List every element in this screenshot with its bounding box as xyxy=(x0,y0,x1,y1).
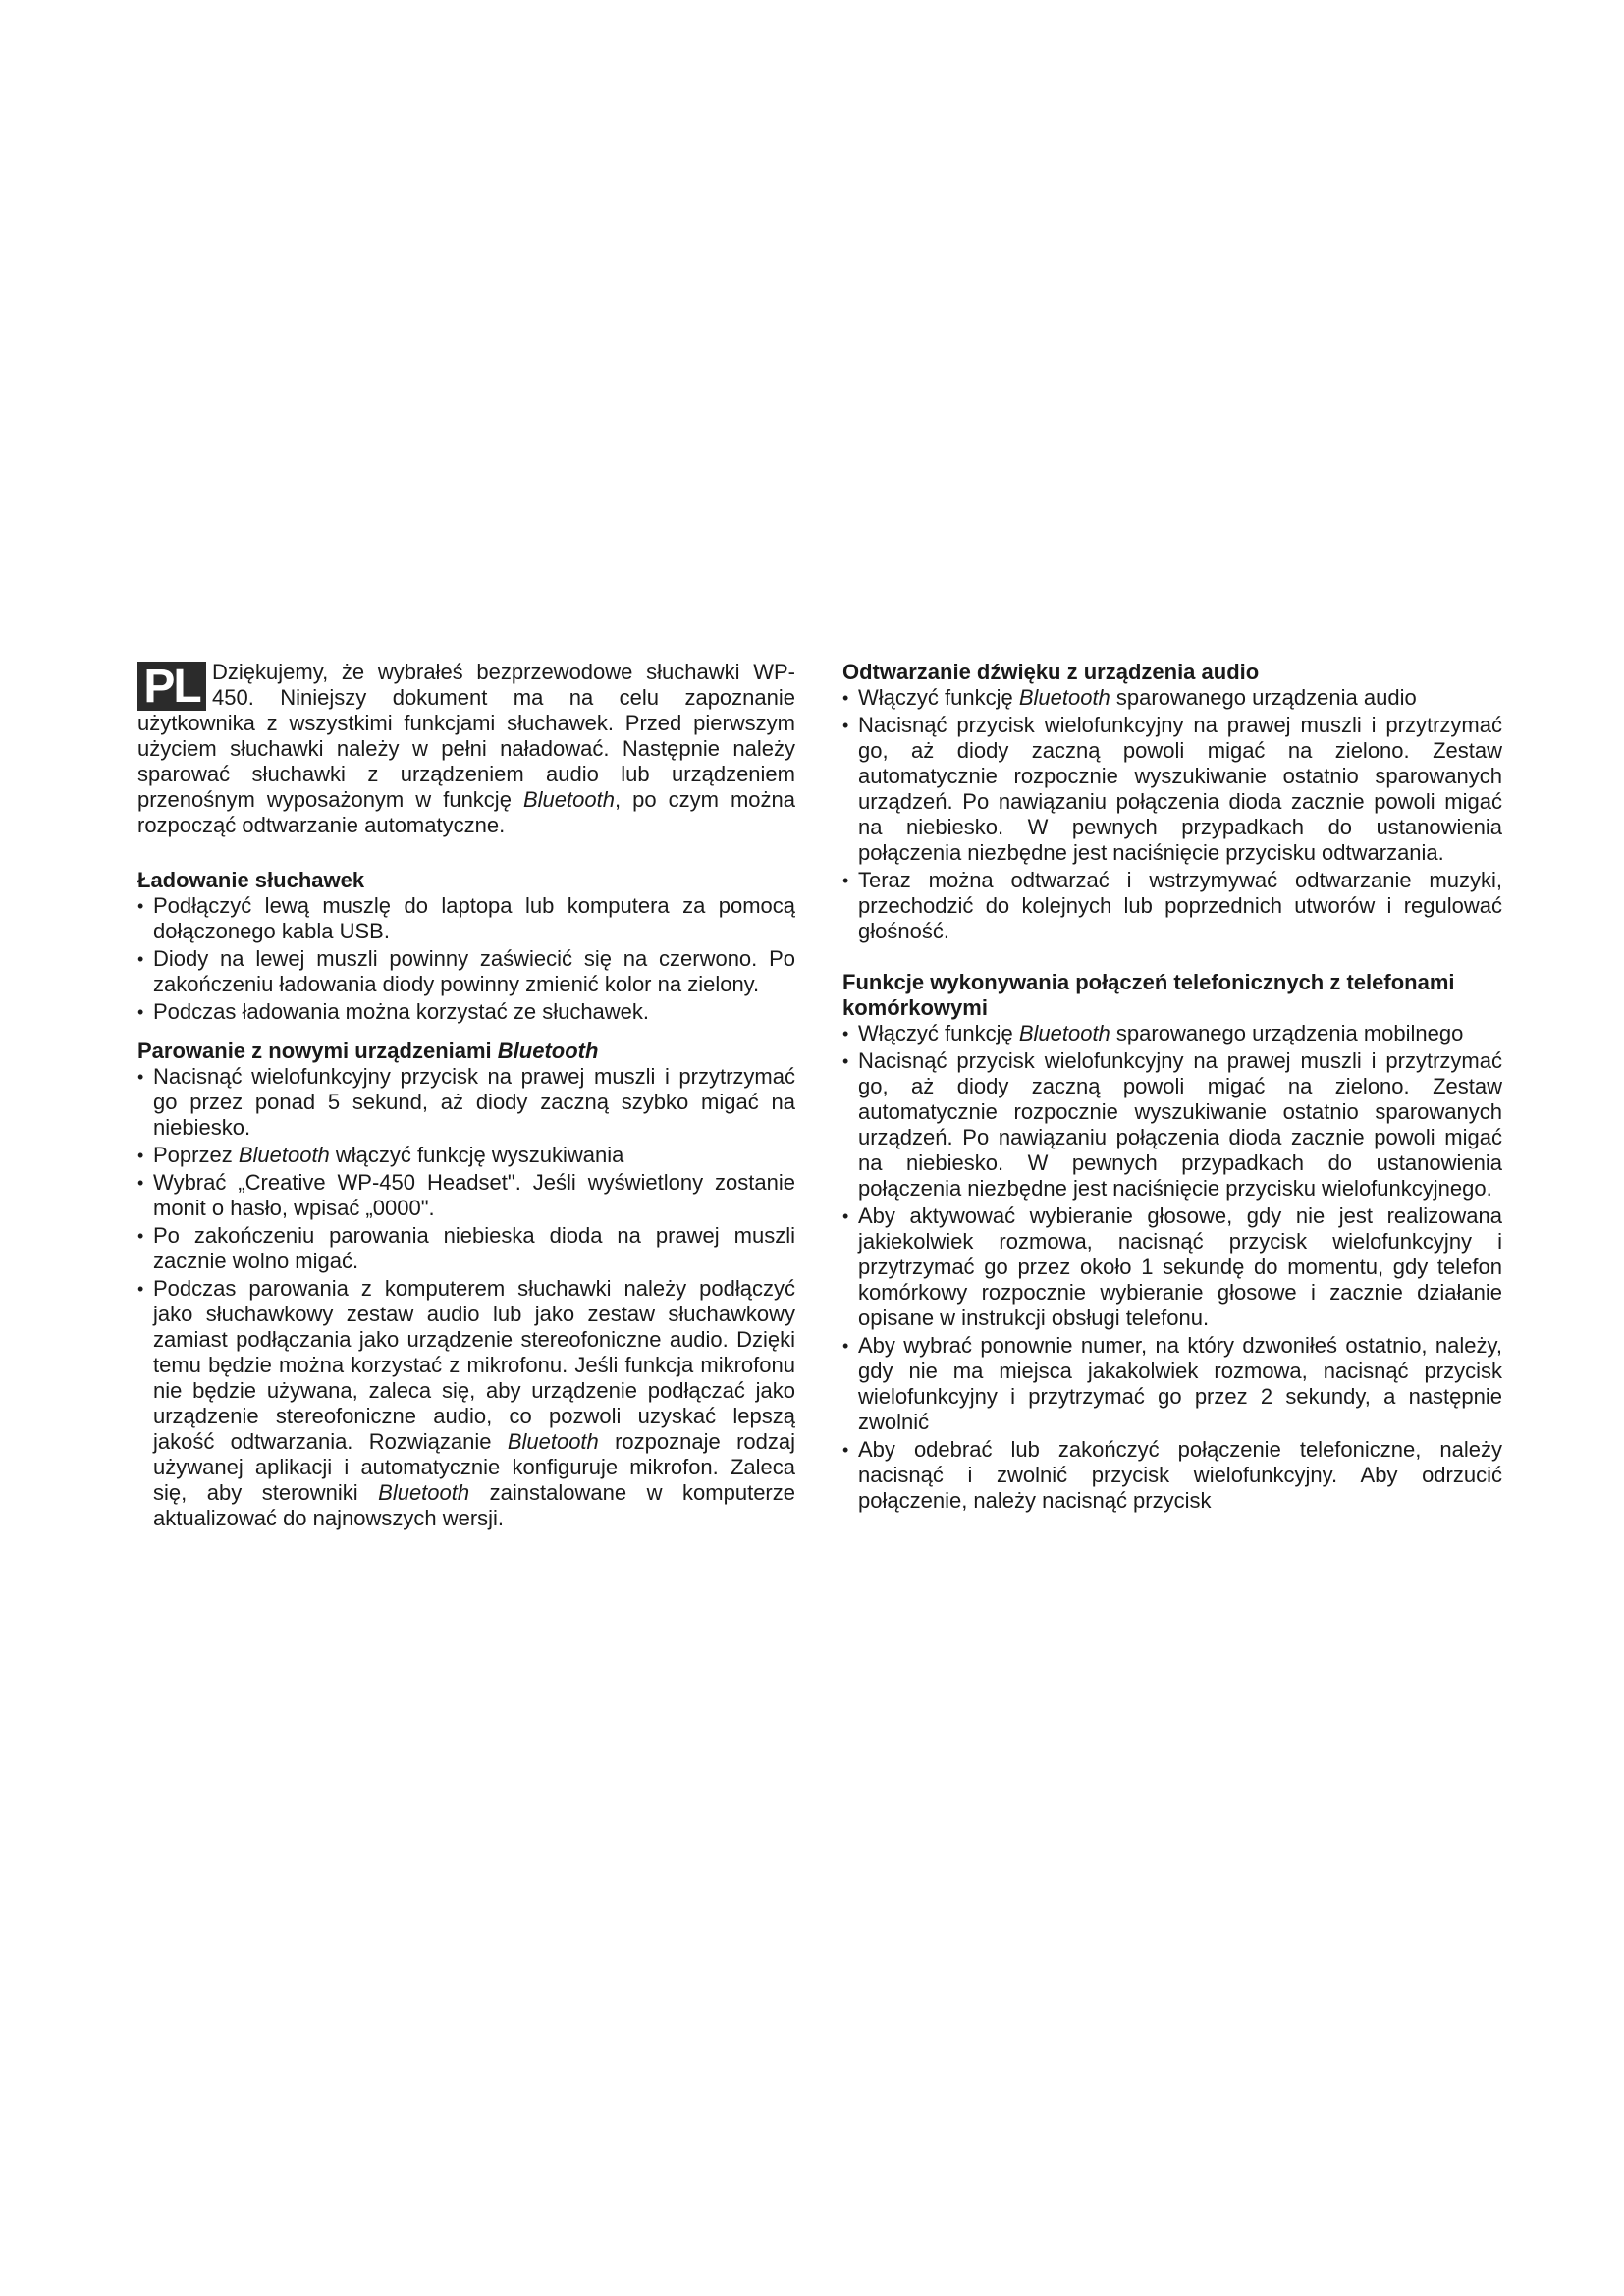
item-brand: Bluetooth xyxy=(378,1480,470,1505)
item-brand: Bluetooth xyxy=(1018,1021,1110,1045)
list-item: • Aby wybrać ponownie numer, na który dzwoniłeś ostatnio, należy, gdy nie ma miejsca jakakolwiek rozmowa, nacisnąć przycisk wielofunkcyjny i przytrzymać go przez 2 sekundy, a następnie zwolnić xyxy=(842,1333,1502,1435)
intro-text: Dziękujemy, że wybrałeś bezprzewodowe słuchawki WP-450. Niniejszy dokument ma na celu zapoznanie użytkownika z wszystkimi funkcjami słuchawek. Przed pierwszym użyciem słuchawki należy w pełni naładować. Następnie należy sparować słuchawki z urządzeniem audio lub urządzeniem przenośnym wyposażonym w funkcję xyxy=(137,660,795,812)
item-text-end: zainstalowane w komputerze aktualizować do najnowszych wersji. xyxy=(153,1480,795,1530)
list-item: • Teraz można odtwarzać i wstrzymywać odtwarzanie muzyki, przechodzić do kolejnych lub poprzednich utworów i regulować głośność. xyxy=(842,868,1502,944)
right-column xyxy=(842,660,1502,1516)
calls-section xyxy=(842,970,1502,1514)
left-column xyxy=(137,660,795,1533)
list-item: • Nacisnąć przycisk wielofunkcyjny na prawej muszli i przytrzymać go, aż diody zaczną powoli migać na zielono. Zestaw automatycznie rozpocznie wyszukiwanie ostatnio sparowanych urządzeń. Po nawiązaniu połączenia dioda zacznie powoli migać na niebiesko. W pewnych przypadkach do ustanowienia połączenia niezbędne jest naciśnięcie przycisku odtwarzania. xyxy=(842,713,1502,866)
item-text: Podczas parowania z komputerem słuchawki należy podłączyć jako słuchawkowy zestaw audio lub jako zestaw słuchawkowy zamiast podłączania jako urządzenie stereofoniczne audio. Dzięki temu będzie można korzystać z mikrofonu. Jeśli funkcja mikrofonu nie będzie używana, zaleca się, aby urządzenie podłączać jako urządzenie stereofoniczne audio, co pozwoli uzyskać lepszą jakość odtwarzania. Rozwiązanie xyxy=(153,1276,795,1454)
pairing-heading-text: Parowanie z nowymi urządzeniami xyxy=(137,1039,498,1063)
pairing-heading-brand: Bluetooth xyxy=(497,1039,599,1063)
list-item xyxy=(842,1021,1502,1046)
audio-list xyxy=(842,685,1502,944)
item-text-end: włączyć funkcję wyszukiwania xyxy=(329,1143,624,1167)
item-text-end: sparowanego urządzenia mobilnego xyxy=(1110,1021,1464,1045)
item-text: rozpoznaje rodzaj używanej aplikacji i automatycznie konfiguruje mikrofon. Zaleca się, aby sterowniki xyxy=(153,1429,795,1505)
list-item xyxy=(842,685,1502,711)
audio-heading: Odtwarzanie dźwięku z urządzenia audio xyxy=(842,660,1260,684)
list-item: • Nacisnąć przycisk wielofunkcyjny na prawej muszli i przytrzymać go, aż diody zaczną powoli migać na zielono. Zestaw automatycznie rozpocznie wyszukiwanie ostatnio sparowanych urządzeń. Po nawiązaniu połączenia dioda zacznie powoli migać na niebiesko. W pewnych przypadkach do ustanowienia połączenia niezbędne jest naciśnięcie przycisku wielofunkcyjnego. xyxy=(842,1048,1502,1201)
item-brand: Bluetooth xyxy=(507,1429,599,1454)
item-text-end: sparowanego urządzenia audio xyxy=(1110,685,1417,710)
intro-paragraph xyxy=(137,660,795,838)
pairing-list xyxy=(137,1064,795,1531)
language-badge: PL xyxy=(137,662,206,711)
list-item: • Podczas ładowania można korzystać ze słuchawek. xyxy=(137,999,795,1025)
list-item: • Diody na lewej muszli powinny zaświecić się na czerwono. Po zakończeniu ładowania diody powinny zmienić kolor na zielony. xyxy=(137,946,795,997)
list-item: • Podłączyć lewą muszlę do laptopa lub komputera za pomocą dołączonego kabla USB. xyxy=(137,893,795,944)
pairing-section xyxy=(137,1039,795,1531)
item-text: Poprzez xyxy=(153,1143,239,1167)
list-item: • Po zakończeniu parowania niebieska dioda na prawej muszli zacznie wolno migać. xyxy=(137,1223,795,1274)
item-brand: Bluetooth xyxy=(1018,685,1110,710)
list-item xyxy=(137,1276,795,1531)
list-item: • Aby odebrać lub zakończyć połączenie telefoniczne, należy nacisnąć i zwolnić przycisk wielofunkcyjny. Aby odrzucić połączenie, należy nacisnąć przycisk xyxy=(842,1437,1502,1514)
item-text: Włączyć funkcję xyxy=(858,1021,1019,1045)
list-item: • Nacisnąć wielofunkcyjny przycisk na prawej muszli i przytrzymać go przez ponad 5 sekund, aż diody zaczną szybko migać na niebiesko. xyxy=(137,1064,795,1141)
pairing-heading xyxy=(137,1039,795,1064)
audio-section xyxy=(842,660,1502,944)
intro-text-end: , po czym można rozpocząć odtwarzanie automatyczne. xyxy=(137,787,795,837)
intro-brand: Bluetooth xyxy=(522,787,615,812)
list-item: • Aby aktywować wybieranie głosowe, gdy nie jest realizowana jakiekolwiek rozmowa, nacisnąć przycisk wielofunkcyjny i przytrzymać go przez około 1 sekundę do momentu, gdy telefon komórkowy rozpocznie wybieranie głosowe i zacznie działanie opisane w instrukcji obsługi telefonu. xyxy=(842,1203,1502,1331)
charging-heading: Ładowanie słuchawek xyxy=(137,868,365,892)
item-brand: Bluetooth xyxy=(238,1143,330,1167)
charging-section xyxy=(137,868,795,1025)
list-item xyxy=(137,1143,795,1168)
item-text: Włączyć funkcję xyxy=(858,685,1019,710)
charging-list xyxy=(137,893,795,1025)
calls-heading: Funkcje wykonywania połączeń telefonicznych z telefonami komórkowymi xyxy=(842,970,1455,1020)
list-item: • Wybrać „Creative WP-450 Headset". Jeśli wyświetlony zostanie monit o hasło, wpisać „0000". xyxy=(137,1170,795,1221)
calls-list xyxy=(842,1021,1502,1514)
